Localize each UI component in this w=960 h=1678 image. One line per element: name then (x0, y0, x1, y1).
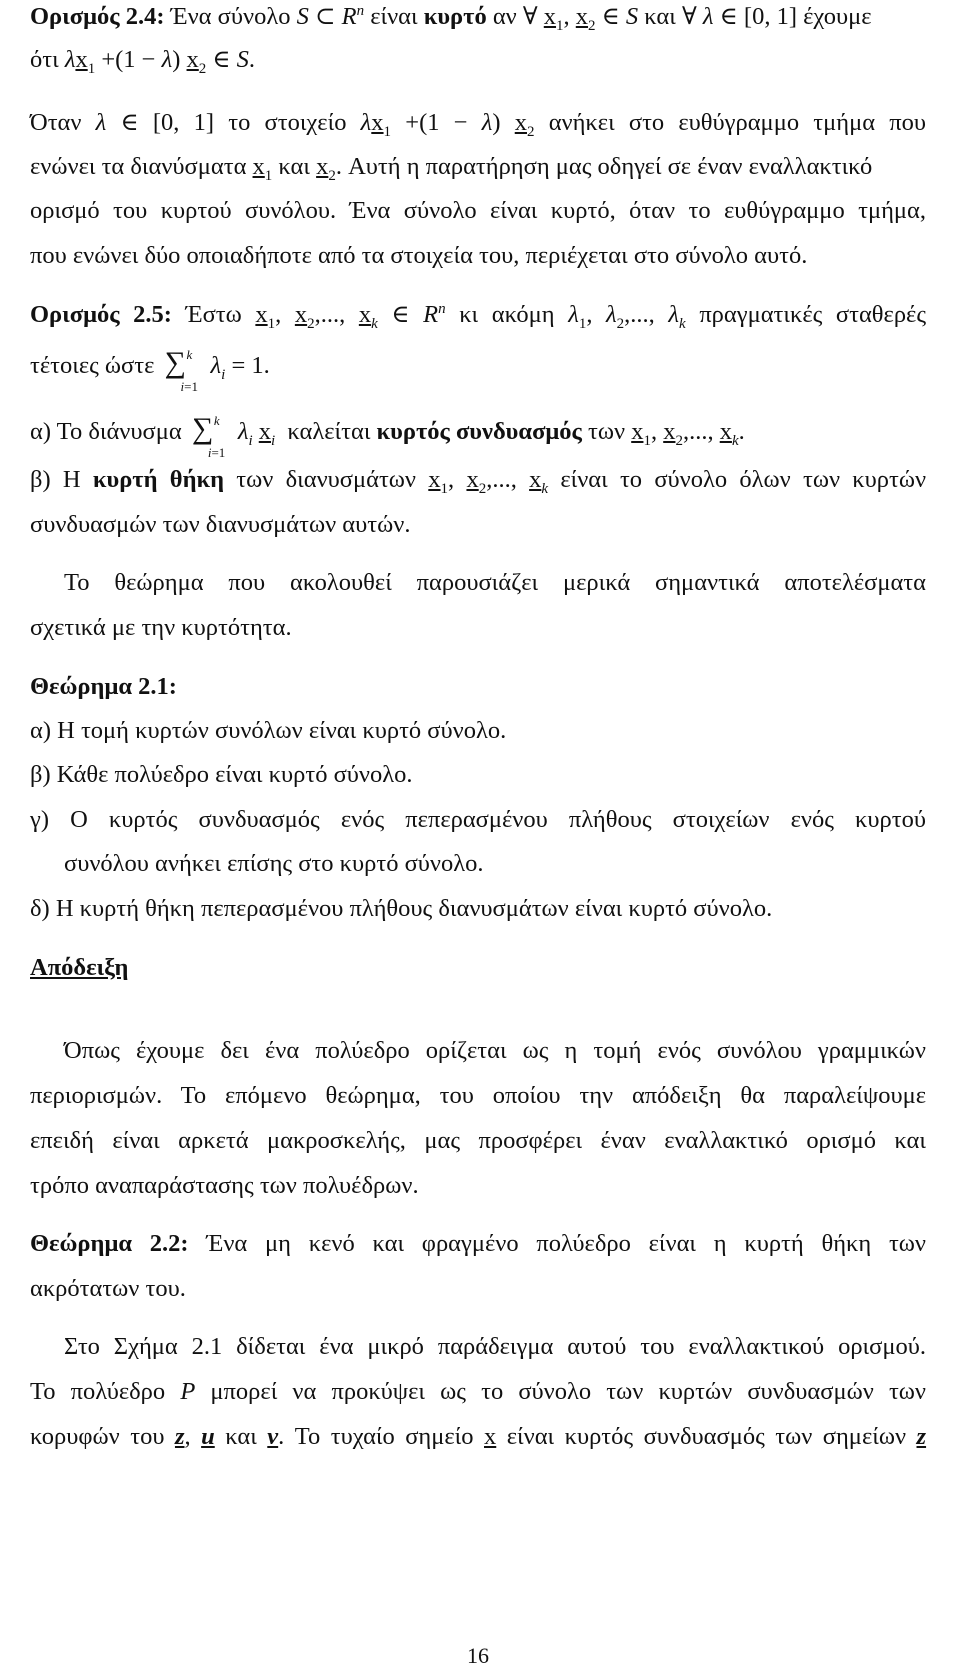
paragraph-line: Όπως έχουμε δει ένα πολύεδρο ορίζεται ως η τομή ενός συνόλου γραμμικών (64, 1037, 926, 1064)
paragraph-line: Στο Σχήμα 2.1 δίδεται ένα μικρό παράδειγμα αυτού του εναλλακτικού ορισμού. (64, 1333, 926, 1360)
paragraph-line: σχετικά με την κυρτότητα. (30, 614, 292, 641)
paragraph-line: κορυφών του z, u και v. Το τυχαίο σημείο x είναι κυρτός συνδυασμός των σημείων z (30, 1423, 927, 1450)
theorem-2-1-item-c: γ) Ο κυρτός συνδυασμός ενός πεπερασμένου πλήθους στοιχείων ενός κυρτού (30, 806, 926, 833)
proof-heading: Απόδειξη (30, 954, 129, 981)
paragraph-line: Όταν λ ∈ [0, 1] το στοιχείο $\lambda x_1 +(1 - \lambda)$ $x_2$ ανήκει στο ευθύγραμμο τμήμα που (30, 109, 927, 140)
definition-2-5-line-1: Ορισμός 2.5: Έστω $x_1$, $x_2$,..., $x_k$ ∈ $R^n$ κι ακόμη $\lambda_1$, $\lambda_2$,..., $\lambda_k$ πραγματικές σταθερές (30, 300, 927, 332)
paragraph-line: επειδή είναι αρκετά μακροσκελής, μας προσφέρει έναν εναλλακτικό ορισμό και (30, 1127, 926, 1154)
theorem-2-1-label: Θεώρημα 2.1: (30, 673, 177, 700)
definition-2-5-line-2: τέτοιες ώστε ∑ k i=1 $\lambda_i = 1$. (30, 346, 270, 395)
page-number: 16 (467, 1643, 489, 1668)
paragraph-line: τρόπο αναπαράστασης των πολυέδρων. (30, 1172, 419, 1199)
theorem-2-2-line-1: Θεώρημα 2.2: Ένα μη κενό και φραγμένο πολύεδρο είναι η κυρτή θήκη των (30, 1230, 927, 1257)
theorem-2-1-item-c-cont: συνόλου ανήκει επίσης στο κυρτό σύνολο. (64, 850, 484, 877)
definition-2-5-item-b-cont: συνδυασμών των διανυσμάτων αυτών. (30, 511, 411, 538)
paragraph-line: Το πολύεδρο P μπορεί να προκύψει ως το σύνολο των κυρτών συνδυασμών των (30, 1378, 927, 1405)
paragraph-line: ενώνει τα διανύσματα $x_1$ και $x_2$. Αυτή η παρατήρηση μας οδηγεί σε έναν εναλλακτικό (30, 153, 873, 184)
summation-sign: ∑ k i=1 (164, 346, 198, 395)
summation-sign: ∑ k i=1 (191, 412, 226, 461)
theorem-2-1-item-d: δ) Η κυρτή θήκη πεπερασμένου πλήθους διανυσμάτων είναι κυρτό σύνολο. (30, 895, 773, 922)
paragraph-line: ορισμό του κυρτού συνόλου. Ένα σύνολο είναι κυρτό, όταν το ευθύγραμμο τμήμα, (30, 197, 926, 224)
paragraph-line: Το θεώρημα που ακολουθεί παρουσιάζει μερικά σημαντικά αποτελέσματα (64, 569, 926, 596)
term-convex: κυρτό (423, 3, 487, 30)
definition-2-4-line-1: Ορισμός 2.4: Ένα σύνολο S ⊂ $R^n$ είναι κυρτό αν ∀ $x_1$, $x_2$ ∈ S και ∀ λ ∈ [0, 1] έχουμε (30, 2, 872, 34)
paragraph-line: που ενώνει δύο οποιαδήποτε από τα στοιχεία του, περιέχεται στο σύνολο αυτό. (30, 242, 808, 269)
definition-2-4-line-2: ότι $\lambda x_1 +(1 - \lambda)$ $x_2$ ∈ S. (30, 46, 256, 77)
theorem-2-1-item-a: α) Η τομή κυρτών συνόλων είναι κυρτό σύνολο. (30, 717, 507, 744)
paragraph-line: περιορισμών. Το επόμενο θεώρημα, του οποίου την απόδειξη θα παραλείψουμε (30, 1082, 926, 1109)
term-convex-combination: κυρτός συνδυασμός (376, 418, 582, 445)
term-convex-hull: κυρτή θήκη (92, 466, 224, 493)
definition-2-5-item-b: β) Η κυρτή θήκη των διανυσμάτων $x_1$, $x_2$,..., $x_k$ είναι το σύνολο όλων των κυρτών (30, 466, 927, 497)
definition-label: Ορισμός 2.4: (30, 3, 165, 30)
theorem-2-1-item-b: β) Κάθε πολύεδρο είναι κυρτό σύνολο. (30, 761, 413, 788)
definition-2-5-item-a: α) Το διάνυσμα ∑ k i=1 $\lambda_i$ $x_i$ καλείται κυρτός συνδυασμός των $x_1$, $x_2$,..., $x_k$. (30, 412, 745, 461)
theorem-2-2-line-2: ακρότατων του. (30, 1275, 186, 1302)
